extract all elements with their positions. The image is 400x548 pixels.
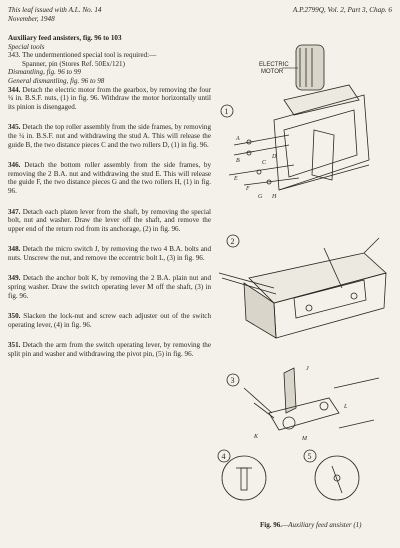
paragraph-text: The undermentioned special tool is required:—: [22, 51, 157, 60]
caption-text: —Auxiliary feed ansister (1): [281, 521, 362, 529]
micro-switch-drawing: [214, 358, 394, 518]
detail-circle-5: [315, 456, 359, 500]
paragraph-345: [8, 123, 211, 149]
paragraph-351: [8, 341, 211, 358]
paragraph-number: 347.: [8, 207, 21, 216]
label-f: F: [246, 186, 250, 192]
paragraph-text: Detach the micro switch J, by removing the two 4 B.A. bolts and nuts. Unscrew the nut, and remove the eccentric bolt L, (3) in fig. 96.: [8, 245, 211, 262]
special-tools-heading: Special tools: [8, 42, 45, 51]
label-m: M: [302, 436, 307, 442]
roller-assembly-drawing: [214, 40, 394, 205]
paragraph-348: [8, 245, 211, 262]
figure-panel-2: [214, 228, 394, 348]
platen-lever-drawing: [214, 228, 394, 348]
label-h: H: [272, 194, 277, 200]
label-a: A: [236, 136, 240, 142]
paragraph-text: Detach each platen lever from the shaft, by removing the special bolt, nut and washer. Draw the lever off the shaft, and remove the upper end of the return rod from its anchorage, (2) in fig. 96.: [8, 207, 212, 233]
paragraph-text: Slacken the lock-nut and screw each adjuster out of the switch operating lever, (4) in fig. 96.: [8, 312, 211, 329]
dismantling-heading: Dismantling, fig. 96 to 99: [8, 68, 81, 77]
motor-label: ELECTRIC: [259, 62, 289, 68]
paragraph-number: 343.: [8, 51, 21, 60]
issue-line: This leaf issued with A.L. No. 14: [8, 6, 102, 14]
paragraph-number: 346.: [8, 161, 21, 170]
paragraph-349: [8, 274, 211, 300]
paragraph-list: [8, 86, 211, 359]
paragraph-344: [8, 86, 211, 112]
paragraph-text: Detach the top roller assembly from the side frames, by removing the ¼ in. B.S.F. nut and withdrawing the stud A. This will release the guide B, the two distance pieces C and the two rollers D, (1) in fig. 96.: [8, 123, 211, 149]
text-column: [8, 34, 211, 371]
paragraph-text: Detach the arm from the switch operating lever, by removing the split pin and washer and withdrawing the pivot pin, (5) in fig. 96.: [8, 341, 211, 359]
label-l: L: [344, 404, 348, 410]
paragraph-346: [8, 161, 211, 195]
paragraph-347: [8, 208, 211, 234]
callout-3-label: 3: [230, 376, 235, 385]
paragraph-number: 345.: [8, 123, 21, 132]
paragraph-text: Detach the anchor bolt K, by removing the 2 B.A. plain nut and spring washer. Draw the switch operating lever M off the shaft, (3) in fig. 96.: [8, 274, 211, 300]
label-b: B: [236, 158, 240, 164]
label-k: K: [254, 434, 259, 440]
paragraph-text: Detach the bottom roller assembly from the side frames, by removing the 2 B.A. nut and withdrawing the stud E. This will release the guide F, the two distance pieces G and the two rollers H, (1) in fig. 96.: [8, 161, 211, 195]
callout-5-label: 5: [307, 452, 312, 461]
page-header-right: A.P.2799Q, Vol. 2, Part 3, Chap. 6: [292, 6, 392, 14]
figure-panel-3: [214, 358, 394, 518]
paragraph-number: 349.: [8, 274, 21, 283]
detail-circle-4: [222, 456, 266, 500]
paragraph-number: 351.: [8, 341, 21, 350]
spanner-item: Spanner, pin (Stores Ref. 50Ex/121): [22, 59, 125, 68]
paragraph-343: [8, 51, 211, 60]
paragraph-number: 344.: [8, 85, 21, 94]
paragraph-number: 350.: [8, 312, 21, 321]
paragraph-number: 348.: [8, 245, 21, 254]
general-dismantling-heading: General dismantling, fig. 96 to 98: [8, 76, 105, 85]
paragraph-350: [8, 312, 211, 329]
caption-prefix: Fig. 96.: [260, 521, 282, 529]
label-j: J: [306, 366, 309, 372]
callout-2-label: 2: [230, 237, 235, 246]
paragraph-text: Detach the electric motor from the gearbox, by removing the four ¼ in. B.S.F. nuts, (1) in fig. 96. Withdraw the motor horizontally until its pinion is disengaged.: [8, 85, 211, 111]
label-g: G: [258, 194, 263, 200]
page-header-left: [8, 6, 102, 24]
figure-panel-1: [214, 40, 394, 205]
label-d: D: [272, 154, 277, 160]
issue-date: November, 1948: [8, 15, 55, 23]
callout-1-label: 1: [224, 107, 229, 116]
figure-caption: [260, 521, 362, 529]
motor-label-2: MOTOR: [261, 69, 284, 75]
section-title: Auxiliary feed ansisters, fig. 96 to 103: [8, 34, 122, 42]
label-e: E: [234, 176, 238, 182]
callout-4-label: 4: [221, 452, 226, 461]
label-c: C: [262, 160, 267, 166]
